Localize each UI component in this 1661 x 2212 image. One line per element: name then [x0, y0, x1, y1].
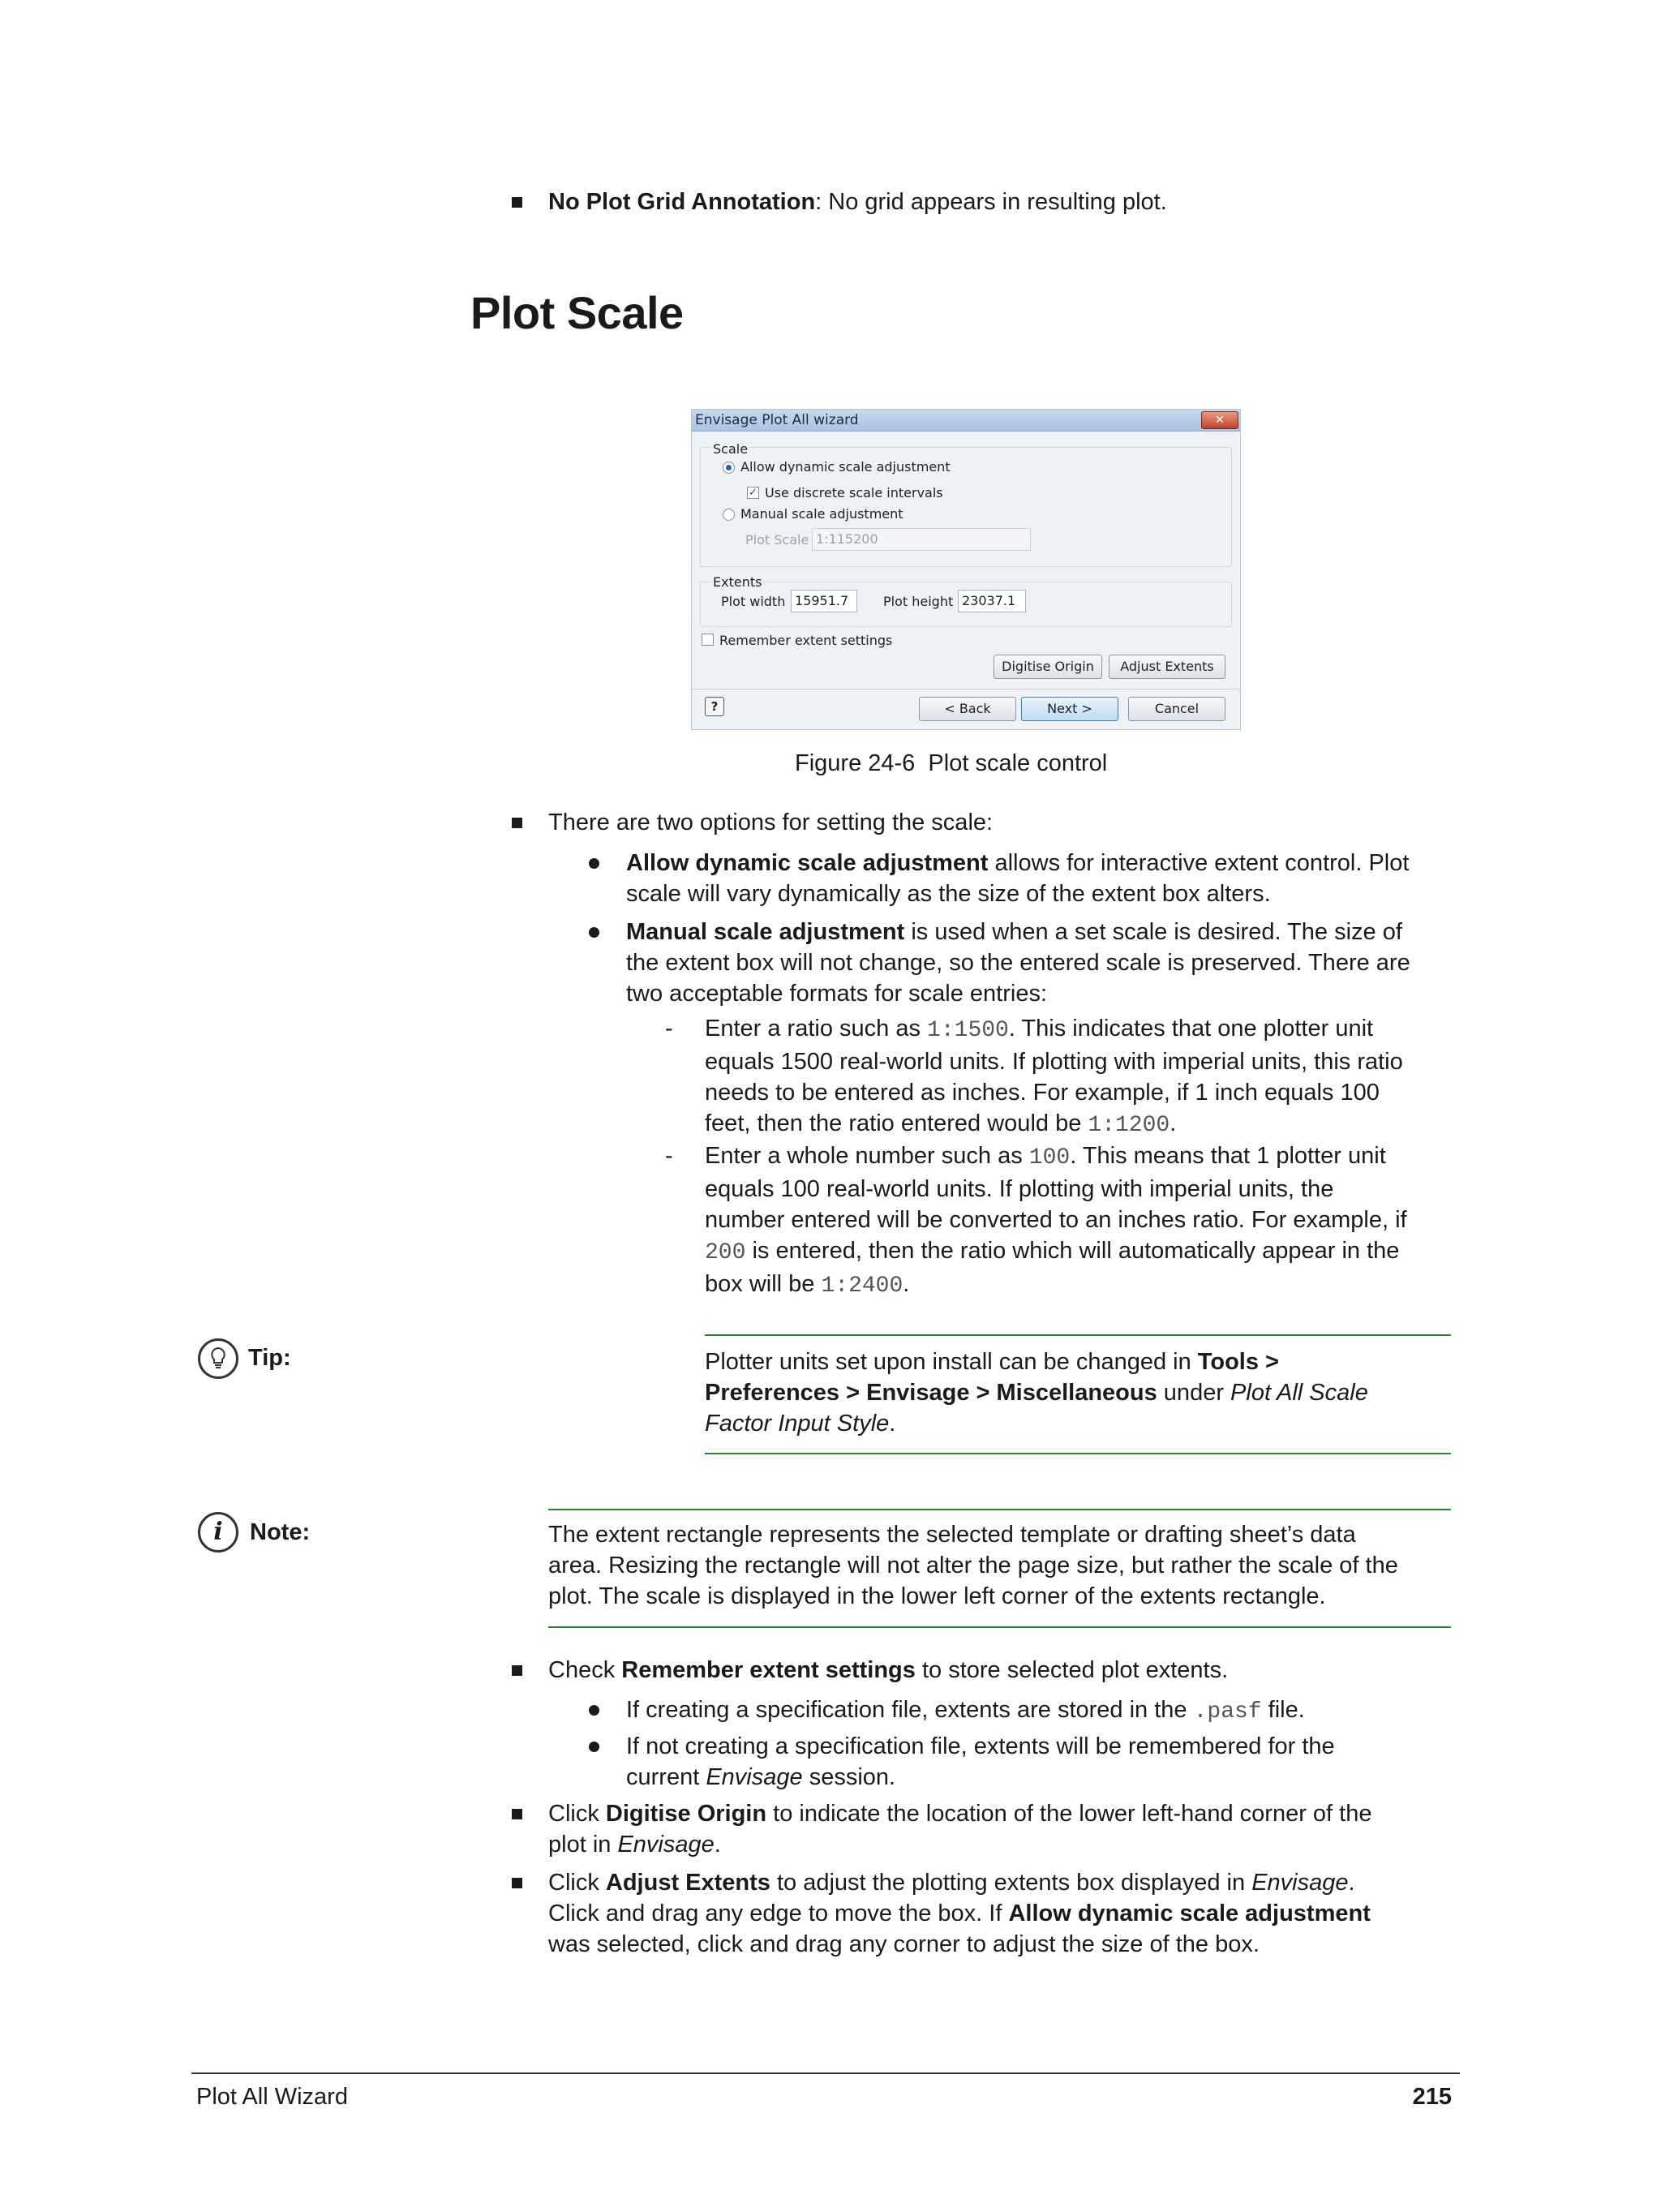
note-rule-bottom: [548, 1626, 1451, 1628]
tip-label: Tip:: [248, 1345, 291, 1371]
plot-scale-input[interactable]: 1:115200: [812, 528, 1031, 551]
lightbulb-icon: [198, 1338, 238, 1379]
bullet-dot: [589, 1742, 599, 1752]
footer-rule: [191, 2072, 1460, 2074]
cancel-button[interactable]: Cancel: [1128, 697, 1225, 721]
plot-all-wizard-dialog: [691, 409, 1241, 730]
bullet-square: [512, 818, 522, 828]
format-ratio: Enter a ratio such as 1:1500. This indicates that one plotter unit equals 1500 real-world units. If plotting with imperial units, this ratio needs to be entered as inches. For example, if 1 inch equals 100 feet, then the ratio entered would be 1:1200.: [705, 1016, 1403, 1138]
dialog-title: Envisage Plot All wizard: [695, 412, 859, 428]
check-spec-file-text: If creating a specification file, extents are stored in the .pasf file.: [626, 1697, 1305, 1725]
digitise-origin-text: Click Digitise Origin to indicate the location of the lower left-hand corner of the plot in Envisage.: [548, 1801, 1372, 1858]
note-text: The extent rectangle represents the selected template or drafting sheet’s data area. Resizing the rectangle will not alter the page size, but rather the scale of the plot. The scale is displayed in the lower left corner of the extents rectangle.: [548, 1522, 1398, 1609]
plot-scale-label: Plot Scale: [745, 532, 809, 548]
close-icon[interactable]: ✕: [1201, 411, 1238, 429]
use-discrete-checkbox[interactable]: ✓: [747, 487, 759, 499]
dialog-title-bar: [692, 410, 1240, 432]
check-session-text: If not creating a specification file, extents will be remembered for the current Envisage session.: [626, 1733, 1335, 1790]
tip-rule-top: [705, 1334, 1451, 1336]
page-heading: Plot Scale: [470, 287, 684, 338]
bullet-dot: [589, 1705, 599, 1716]
format-whole-number: Enter a whole number such as 100. This means that 1 plotter unit equals 100 real-world units. If plotting with imperial units, the number entered will be converted to an inches ratio. For example, if 200 is entered, then the ratio which will automatically appear in the box will be 1:2400.: [705, 1143, 1407, 1299]
note-rule-top: [548, 1509, 1451, 1510]
extents-group-label: Extents: [713, 574, 762, 590]
digitise-origin-button[interactable]: Digitise Origin: [994, 655, 1102, 679]
next-button[interactable]: Next >: [1021, 697, 1118, 721]
back-button[interactable]: < Back: [919, 697, 1016, 721]
bullet-square: [512, 1665, 522, 1676]
manual-scale-radio[interactable]: [723, 509, 735, 521]
footer-title: Plot All Wizard: [196, 2084, 348, 2110]
page-number: 215: [1412, 2084, 1452, 2110]
bullet-square: [512, 197, 522, 208]
plot-width-label: Plot width: [721, 594, 786, 609]
allow-dynamic-label: Allow dynamic scale adjustment: [740, 459, 951, 475]
bullet-dash: -: [665, 1143, 673, 1169]
no-grid-bullet-text: No Plot Grid Annotation: No grid appears in resulting plot.: [548, 189, 1167, 215]
use-discrete-label: Use discrete scale intervals: [765, 485, 943, 500]
tip-text: Plotter units set upon install can be changed in Tools > Preferences > Envisage > Miscellaneous under Plot All Scale Factor Input Style.: [705, 1349, 1368, 1437]
remember-extent-checkbox[interactable]: [702, 634, 714, 646]
adjust-extents-button[interactable]: Adjust Extents: [1109, 655, 1225, 679]
allow-dynamic-radio[interactable]: [723, 462, 735, 474]
bullet-square: [512, 1809, 522, 1819]
option-dynamic: Allow dynamic scale adjustment allows for interactive extent control. Plot scale will vary dynamically as the size of the extent box alters.: [626, 850, 1410, 907]
plot-width-input[interactable]: 15951.7: [791, 590, 857, 612]
bullet-dot: [589, 858, 599, 869]
option-manual: Manual scale adjustment is used when a set scale is desired. The size of the extent box will not change, so the entered scale is preserved. There are two acceptable formats for scale entries:: [626, 919, 1410, 1007]
plot-height-input[interactable]: 23037.1: [958, 590, 1026, 612]
bullet-dot: [589, 927, 599, 938]
scale-group-label: Scale: [713, 441, 749, 457]
note-label: Note:: [250, 1519, 311, 1545]
bullet-dash: -: [665, 1016, 673, 1042]
options-intro: There are two options for setting the scale:: [548, 810, 994, 835]
figure-caption: Figure 24-6 Plot scale control: [795, 750, 1108, 776]
manual-scale-label: Manual scale adjustment: [740, 506, 903, 522]
tip-rule-bottom: [705, 1453, 1451, 1454]
adjust-extents-text: Click Adjust Extents to adjust the plotting extents box displayed in Envisage. Click and drag any edge to move the box. If Allow dynamic scale adjustment was selected, click and drag any corner to adjust the size of the box.: [548, 1870, 1371, 1957]
remember-extent-label: Remember extent settings: [719, 633, 893, 648]
check-remember-text: Check Remember extent settings to store selected plot extents.: [548, 1657, 1229, 1683]
info-icon: i: [198, 1512, 238, 1553]
help-icon[interactable]: ?: [705, 697, 724, 716]
plot-height-label: Plot height: [883, 594, 954, 609]
bullet-square: [512, 1878, 522, 1888]
